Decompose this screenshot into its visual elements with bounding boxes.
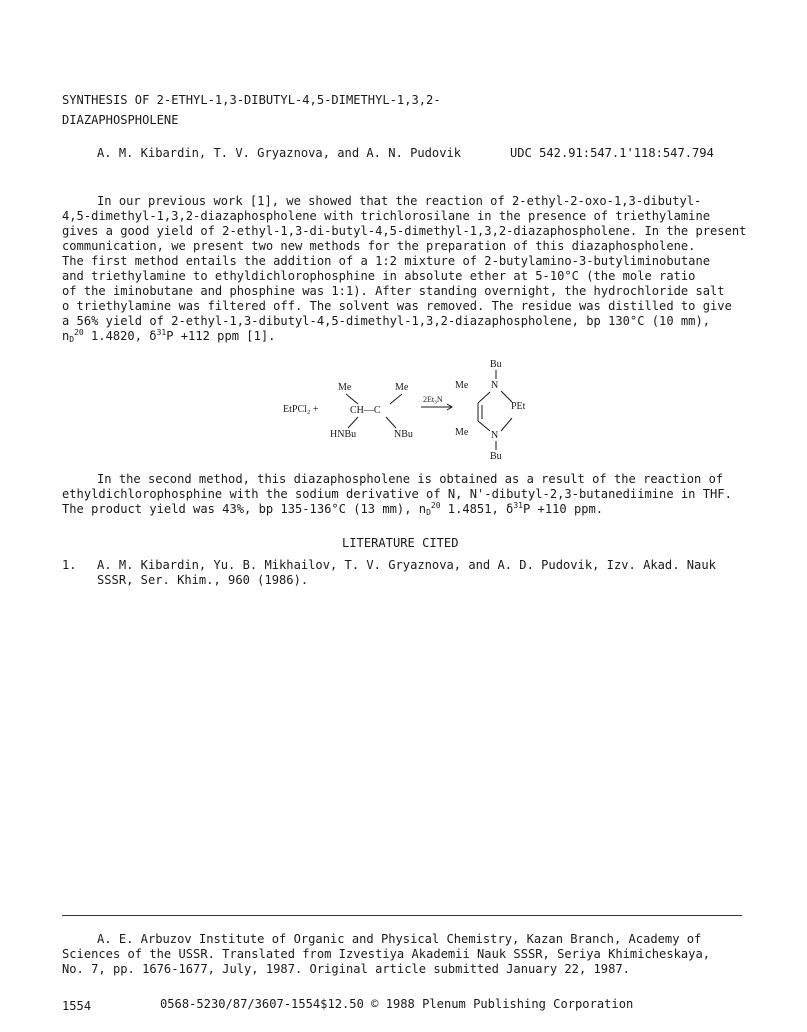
scheme-methyl-2: Me (395, 382, 409, 393)
reference-number: 1. (62, 558, 77, 572)
reagent-etpcl2: EtPCl₂ + (283, 404, 319, 415)
refractive-index-superscript: 20 (74, 328, 84, 337)
nmr-isotope-superscript-2: 31 (513, 501, 523, 510)
article-title-line-2: DIAZAPHOSPHOLENE (62, 113, 179, 127)
footnote-rule (62, 915, 742, 916)
scheme-methyl-3: Me (455, 380, 469, 391)
bond-ch-hnbu (348, 417, 358, 428)
article-title-line-1: SYNTHESIS OF 2-ETHYL-1,3-DIBUTYL-4,5-DIMETHYL-1,3,2- (62, 93, 441, 107)
scheme-nbu: NBu (394, 429, 413, 440)
literature-heading: LITERATURE CITED (342, 536, 459, 550)
refractive-index-value: 1.4820, δ (83, 329, 157, 343)
copyright-line: 0568-5230/87/3607-1554$12.50 © 1988 Plenum Publishing Corporation (160, 997, 634, 1011)
para1-line-3: gives a good yield of 2-ethyl-1,3-di-butyl-4,5-dimethyl-1,3,2-diazaphospholene. In the present (62, 224, 747, 238)
reaction-scheme (280, 355, 550, 465)
para1-line-8: o triethylamine was filtered off. The solvent was removed. The residue was distilled to give (62, 299, 732, 313)
ring-nitrogen-top: N (491, 380, 499, 391)
para1-line-6: and triethylamine to ethyldichlorophosphine in absolute ether at 5-10°C (the mole ratio (62, 269, 696, 283)
refractive-index-superscript-2: 20 (430, 501, 441, 510)
footnote-line-1: A. E. Arbuzov Institute of Organic and Physical Chemistry, Kazan Branch, Academy of (97, 932, 702, 946)
ring-phosphorus-pet: PEt (511, 401, 526, 412)
refractive-index-subscript-2: D (426, 508, 431, 517)
para2-line-2: ethyldichlorophosphine with the sodium derivative of N, N'-dibutyl-2,3-butanediimine in THF. (62, 487, 732, 501)
para1-line-2: 4,5-dimethyl-1,3,2-diazaphospholene with trichlorosilane in the presence of triethylamine (62, 209, 711, 223)
nmr-shift-text: P +112 ppm [1]. (166, 329, 276, 343)
page-number: 1554 (62, 999, 92, 1013)
para1-line-1: In our previous work [1], we showed that the reaction of 2-ethyl-2-oxo-1,3-dibutyl- (97, 194, 702, 208)
scheme-ch-c: CH—C (350, 405, 381, 416)
refractive-index-value-2: 1.4851, δ (440, 502, 514, 516)
scheme-hnbu: HNBu (330, 429, 357, 440)
authors: A. M. Kibardin, T. V. Gryaznova, and A. N. Pudovik (97, 146, 462, 160)
bond-me2-c (390, 394, 402, 404)
bond-me1-ch (346, 394, 358, 404)
para1-line-5: The first method entails the addition of a 1:2 mixture of 2-butylamino-3-butyliminobutane (62, 254, 711, 268)
reference-line-1: A. M. Kibardin, Yu. B. Mikhailov, T. V. Gryaznova, and A. D. Pudovik, Izv. Akad. Nauk (97, 558, 716, 572)
footnote-line-2: Sciences of the USSR. Translated from Izvestiya Akademii Nauk SSSR, Seriya Khimicheskaya, (62, 947, 711, 961)
bond-n-p-bottom (501, 418, 512, 431)
bond-c-nbu (386, 417, 396, 428)
reference-line-2: SSSR, Ser. Khim., 960 (1986). (97, 573, 309, 587)
udc-code: UDC 542.91:547.1'118:547.794 (510, 146, 714, 160)
para2-line-1: In the second method, this diazaphospholene is obtained as a result of the reaction of (97, 472, 724, 486)
nmr-shift-text-2: P +110 ppm. (522, 502, 604, 516)
refractive-index-subscript: D (69, 335, 75, 344)
footnote-line-3: No. 7, pp. 1676-1677, July, 1987. Original article submitted January 22, 1987. (62, 962, 630, 976)
bond-c-n-bottom (478, 421, 490, 431)
scheme-butyl-top: Bu (490, 359, 502, 370)
product-yield-text: The product yield was 43%, bp 135-136°C (13 mm), n (62, 502, 427, 516)
para1-line-9: a 56% yield of 2-ethyl-1,3-dibutyl-4,5-dimethyl-1,3,2-diazaphospholene, bp 130°C (10 mm), (62, 314, 711, 328)
scheme-butyl-bottom: Bu (490, 451, 502, 462)
bond-n-c-top (478, 392, 490, 403)
ring-nitrogen-bottom: N (491, 430, 499, 441)
refractive-index-symbol: n (62, 329, 70, 343)
para1-line-10 (62, 329, 275, 344)
para1-line-7: of the iminobutane and phosphine was 1:1). After standing overnight, the hydrochloride salt (62, 284, 725, 298)
nmr-isotope-superscript: 31 (156, 328, 167, 337)
para2-line-3 (62, 502, 603, 517)
scheme-methyl-4: Me (455, 427, 469, 438)
para1-line-4: communication, we present two new methods for the preparation of this diazaphospholene. (62, 239, 696, 253)
scheme-methyl-1: Me (338, 382, 352, 393)
arrow-label: 2Et₃N (423, 395, 443, 404)
